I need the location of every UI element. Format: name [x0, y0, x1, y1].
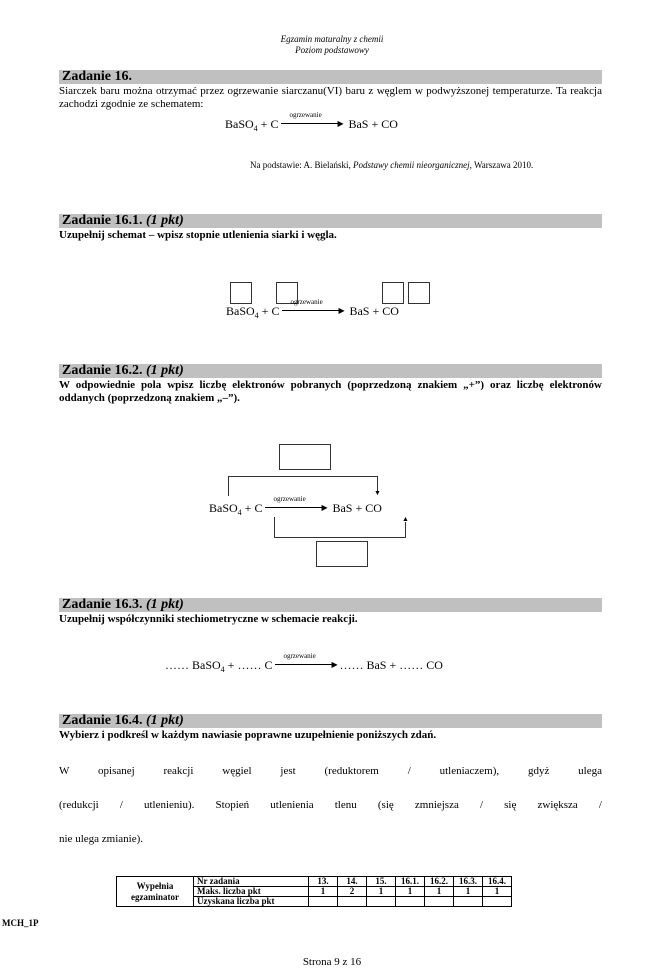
task16-text: Siarczek baru można otrzymać przez ogrzewanie siarczanu(VI) baru z węglem w podwyższonej temperaturze. Ta reakcja zachodzi zgodnie ze schematem: [59, 85, 602, 110]
obtained-points-cell[interactable] [483, 897, 512, 907]
oxidation-box-carbon-product[interactable] [408, 282, 430, 304]
reactant-subscript: 4 [253, 124, 258, 133]
row-label-max-points: Maks. liczba pkt [194, 887, 309, 897]
electrons-gained-box[interactable] [279, 444, 331, 470]
task16-4-line2: (redukcji / utlenieniu). Stopień utlenienia tlenu (się zmniejsza / się zwiększa / [59, 799, 602, 811]
bracket-bottom-line [274, 537, 406, 538]
oxidation-box-sulfur-product[interactable] [382, 282, 404, 304]
max-points-cell: 2 [338, 887, 367, 897]
task16-4-line3: nie ulega zmianie). [59, 833, 143, 845]
reaction-scheme-16-2: BaSO$_4$ + C ogrzewanie ▶ BaS + CO [209, 495, 382, 517]
reaction-scheme [225, 111, 398, 133]
task16-2-instruction: W odpowiednie pola wpisz liczbę elektronów pobranych (poprzedzoną znakiem „+”) oraz liczbę elektronów oddanych (poprzedzoną znakiem „–”). [59, 379, 602, 404]
reaction-scheme-16-1: BaSO$_4$ + C ogrzewanie ▶ BaS + CO [226, 298, 399, 320]
grading-table [116, 876, 512, 907]
obtained-points-cell[interactable] [454, 897, 483, 907]
task-no-cell: 16.1. [396, 877, 425, 887]
task16-4-instruction: Wybierz i podkreśl w każdym nawiasie poprawne uzupełnienie poniższych zdań. [59, 729, 437, 741]
task16-1-bar [59, 214, 602, 228]
task16-4-title: Zadanie 16.4. (1 pkt) [62, 713, 184, 728]
reactant-carbon: + C [257, 117, 282, 131]
task-no-cell: 16.4. [483, 877, 512, 887]
task16-3-title: Zadanie 16.3. (1 pkt) [62, 597, 184, 612]
obtained-points-cell[interactable] [367, 897, 396, 907]
reaction-arrow-16-1: ogrzewanie ▶ [282, 303, 346, 315]
reaction-arrow-16-3: ogrzewanie ▶ [275, 657, 339, 669]
bracket-bottom-right [405, 522, 406, 538]
bracket-top-line [228, 476, 378, 477]
bracket-bottom-left [274, 517, 275, 537]
max-points-cell: 1 [454, 887, 483, 897]
task16-1-title: Zadanie 16.1. (1 pkt) [62, 213, 184, 228]
obtained-points-cell[interactable] [396, 897, 425, 907]
task16-title: Zadanie 16. [62, 69, 133, 84]
task-no-cell: 13. [309, 877, 338, 887]
exam-code: MCH_1P [2, 918, 39, 928]
electrons-lost-box[interactable] [316, 541, 368, 567]
coefficient-co[interactable]: …… [399, 658, 424, 672]
arrow-condition: ogrzewanie [289, 111, 322, 119]
coefficient-bas[interactable]: …… [339, 658, 364, 672]
obtained-points-cell[interactable] [338, 897, 367, 907]
header-line2: Poziom podstawowy [295, 45, 369, 55]
reaction-arrow-16-2: ogrzewanie ▶ [265, 500, 329, 512]
task16-2-title: Zadanie 16.2. (1 pkt) [62, 363, 184, 378]
task16-2-bar [59, 364, 602, 378]
oxidation-box-sulfur[interactable] [230, 282, 252, 304]
coefficient-baso4[interactable]: …… [165, 658, 189, 672]
max-points-cell: 1 [483, 887, 512, 897]
bracket-top-left [228, 476, 229, 496]
coefficient-c[interactable]: …… [237, 658, 262, 672]
page-number: Strona 9 z 16 [302, 956, 362, 968]
task16-bar [59, 70, 602, 84]
task16-3-instruction: Uzupełnij współczynniki stechiometryczne w schemacie reakcji. [59, 613, 358, 625]
task16-4-line1: W opisanej reakcji węgiel jest (reduktorem / utleniaczem), gdyż ulega [59, 765, 602, 777]
task-no-cell: 16.2. [425, 877, 454, 887]
task-no-cell: 15. [367, 877, 396, 887]
task16-source: Na podstawie: A. Bielański, Podstawy chemii nieorganicznej, Warszawa 2010. [250, 160, 534, 170]
task16-3-bar [59, 598, 602, 612]
reactant-baso4: BaSO [225, 117, 254, 131]
header-line1: Egzamin maturalny z chemii [280, 34, 384, 44]
reaction-products: BaS + CO [345, 117, 398, 131]
max-points-cell: 1 [396, 887, 425, 897]
max-points-cell: 1 [425, 887, 454, 897]
grading-side-label: Wypełnia egzaminator [117, 877, 194, 907]
row-label-obtained-points: Uzyskana liczba pkt [194, 897, 309, 907]
obtained-points-cell[interactable] [425, 897, 454, 907]
max-points-cell: 1 [309, 887, 338, 897]
task-no-cell: 16.3. [454, 877, 483, 887]
bracket-bottom-arrow-icon: ▲ [402, 515, 409, 523]
row-label-task-no: Nr zadania [194, 877, 309, 887]
bracket-top-arrow-icon: ▼ [374, 489, 381, 497]
coefficient-scheme: …… BaSO$_4$ + …… C ogrzewanie ▶ …… BaS + …… CO [165, 652, 443, 674]
reaction-arrow: ogrzewanie ▶ [281, 116, 345, 128]
task-no-cell: 14. [338, 877, 367, 887]
max-points-cell: 1 [367, 887, 396, 897]
obtained-points-cell[interactable] [309, 897, 338, 907]
task16-1-instruction: Uzupełnij schemat – wpisz stopnie utlenienia siarki i węgla. [59, 229, 337, 241]
task16-4-bar [59, 714, 602, 728]
